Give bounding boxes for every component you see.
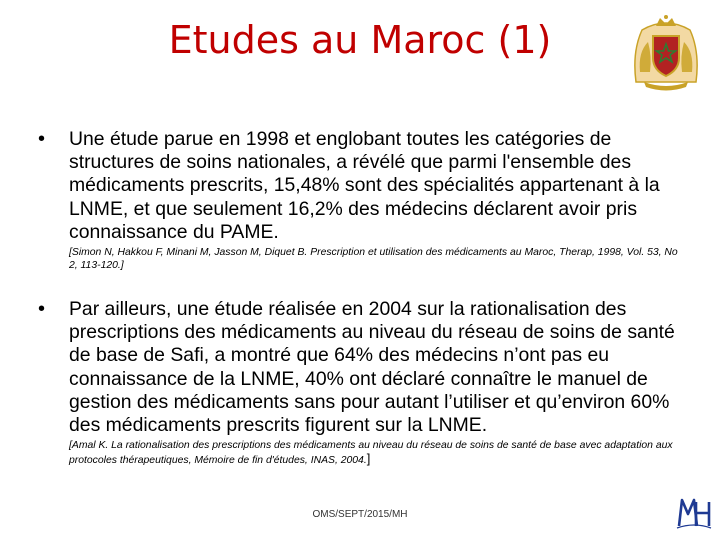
mh-logo-icon [676,496,712,530]
bullet-dot: • [38,128,46,150]
bullet-dot: • [38,298,46,320]
bullet-item [38,128,688,272]
moroccan-coat-of-arms-icon [626,12,706,92]
bullet-item [38,298,688,467]
bullet-text: Une étude parue en 1998 et englobant toutes les catégories de structures de soins nationales, a révélé que parmi l'ensemble des médicaments prescrits, 15,48% sont des spécialités appartenant à la LNME, et que seulement 16,2% des médecins déclarent avoir pris connaissance du PAME. [69,128,660,243]
bullet-text: Par ailleurs, une étude réalisée en 2004 sur la rationalisation des prescriptions des médicaments au niveau du réseau de soins de santé de base de Safi, a montré que 64% des médecins n’ont pas eu connaissance de la LNME, 40% ont déclaré connaître le manuel de gestion des médicaments sans pour autant l’utiliser et qu’environ 60% des médicaments prescrits figurent sur la LNME. [69,298,675,437]
slide-footer: OMS/SEPT/2015/MH [312,509,408,520]
reference-close-bracket: ] [366,451,371,467]
slide-title: Etudes au Maroc (1) [168,18,552,62]
bullet-reference [69,439,688,467]
bullet-reference: [Simon N, Hakkou F, Minani M, Jasson M, Diquet B. Prescription et utilisation des médicaments au Maroc, Therap, 1998, Vol. 53, No 2, 113-120.] [69,247,678,272]
reference-text: [Amal K. La rationalisation des prescriptions des médicaments au niveau du réseau de soins de santé de base avec adaptation aux protocoles thérapeutiques, Mémoire de fin d'études, INAS, 2004. [69,440,673,467]
